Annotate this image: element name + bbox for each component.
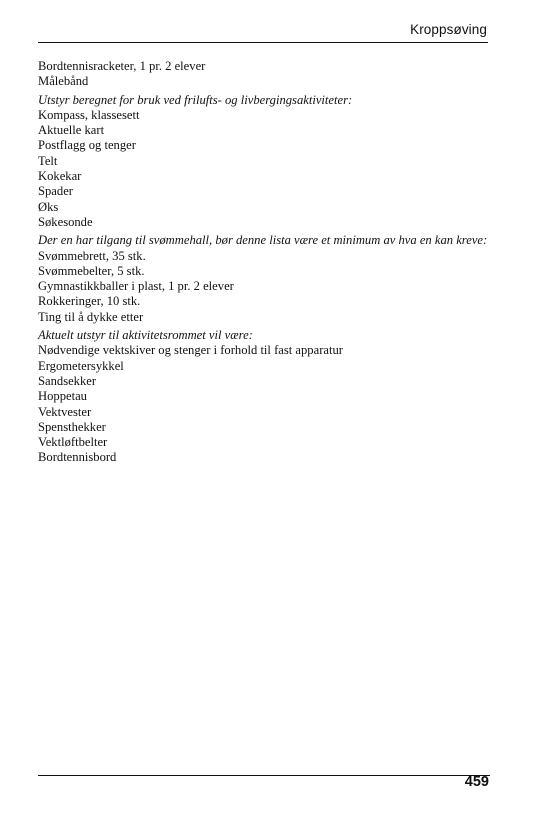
list-item: Vektvester — [38, 404, 92, 419]
list-item: Søkesonde — [38, 214, 93, 229]
list-item: Svømmebrett, 35 stk. — [38, 248, 146, 263]
page-body — [38, 59, 490, 466]
list-item: Spensthekker — [38, 419, 106, 434]
header-rule — [38, 42, 488, 43]
list-item: Aktuelle kart — [38, 123, 105, 138]
list-item: Rokkeringer, 10 stk. — [38, 294, 141, 309]
list-item: Nødvendige vektskiver og stenger i forhold til fast apparatur — [38, 343, 343, 358]
list-item: Hoppetau — [38, 389, 87, 404]
list-item: Målebånd — [38, 74, 89, 89]
section-heading: Der en har tilgang til svømmehall, bør denne lista være et minimum av hva en kan kreve: — [38, 233, 488, 248]
list-item: Sandsekker — [38, 373, 97, 388]
list-item: Spader — [38, 184, 73, 199]
intro-list — [38, 59, 490, 90]
list-item: Gymnastikkballer i plast, 1 pr. 2 elever — [38, 279, 234, 294]
list-item: Vektløftbelter — [38, 435, 108, 450]
list-item: Ting til å dykke etter — [38, 309, 144, 324]
swimming-equipment-section — [38, 233, 490, 325]
list-item: Kompass, klassesett — [38, 107, 140, 122]
list-item: Kokekar — [38, 169, 82, 184]
outdoor-equipment-section — [38, 93, 490, 231]
list-item: Postflagg og tenger — [38, 138, 136, 153]
section-heading: Aktuelt utstyr til aktivitetsrommet vil være: — [38, 328, 253, 343]
list-item: Øks — [38, 199, 59, 214]
list-item: Svømmebelter, 5 stk. — [38, 263, 145, 278]
section-heading: Utstyr beregnet for bruk ved frilufts- og livbergingsaktiviteter: — [38, 92, 353, 107]
list-item: Ergometersykkel — [38, 358, 124, 373]
running-head-title: Kroppsøving — [410, 22, 487, 37]
activity-room-section — [38, 328, 490, 466]
list-item: Telt — [38, 153, 58, 168]
page-number: 459 — [464, 774, 489, 790]
footer-rule — [38, 775, 490, 776]
list-item: Bordtennisracketer, 1 pr. 2 elever — [38, 59, 206, 73]
list-item: Bordtennisbord — [38, 450, 117, 465]
